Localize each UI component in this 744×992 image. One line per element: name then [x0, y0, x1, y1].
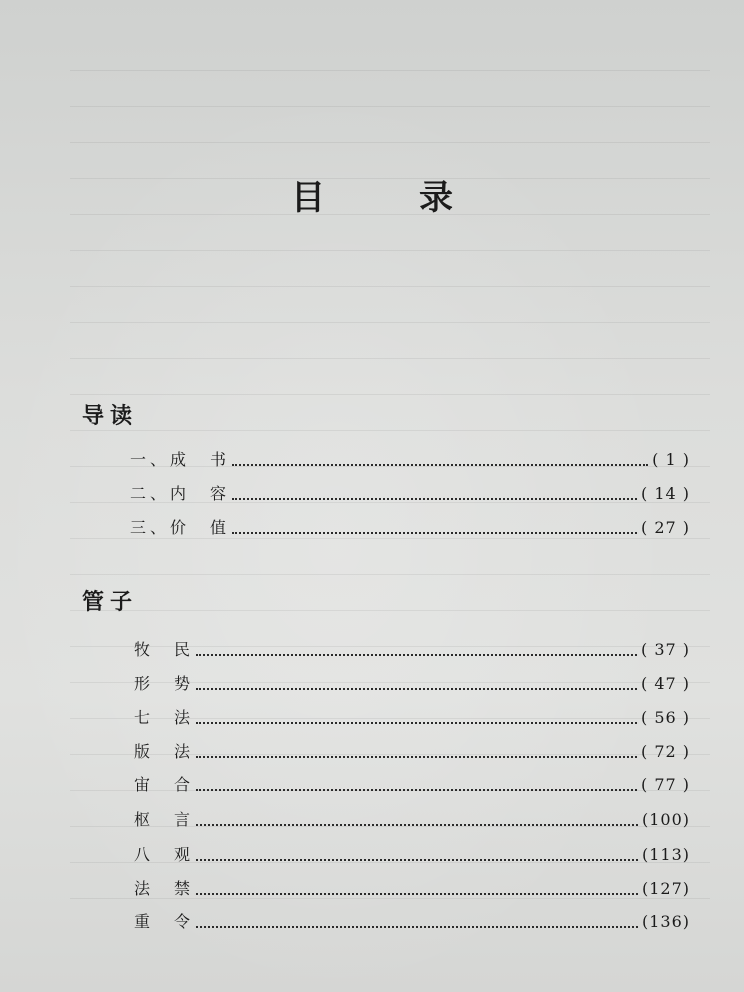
- toc-entry: [134, 875, 690, 899]
- toc-entry-page: ( 77 ): [640, 775, 690, 794]
- dot-leader: [196, 926, 638, 928]
- toc-entry: [134, 670, 690, 694]
- section-heading-guanzi: 管子: [82, 589, 139, 615]
- toc-entry-label: 八 观: [134, 845, 195, 864]
- toc-entry-page: (113): [641, 845, 690, 864]
- dot-leader: [196, 824, 638, 826]
- toc-entry-page: ( 37 ): [640, 640, 690, 659]
- section-heading-daodu: 导读: [82, 403, 139, 429]
- toc-entry: [130, 446, 690, 470]
- toc-entry-label: 重 令: [134, 912, 195, 931]
- toc-entry-label: 三、价 值: [130, 518, 231, 537]
- dot-leader: [196, 789, 637, 791]
- toc-entry-page: ( 1 ): [652, 450, 690, 469]
- dot-leader: [196, 893, 638, 895]
- dot-leader: [196, 859, 638, 861]
- dot-leader: [196, 722, 637, 724]
- toc-entry-page: (100): [641, 810, 690, 829]
- toc-entry: [134, 636, 690, 660]
- dot-leader: [196, 688, 637, 690]
- toc-entry: [134, 738, 690, 762]
- toc-entry-page: ( 47 ): [640, 674, 690, 693]
- toc-entry-label: 牧 民: [134, 640, 195, 659]
- toc-entry: [130, 480, 690, 504]
- toc-entry-label: 法 禁: [134, 879, 195, 898]
- toc-entry-label: 形 势: [134, 674, 195, 693]
- toc-entry: [134, 841, 690, 865]
- toc-entry-label: 二、内 容: [130, 484, 231, 503]
- toc-entry-page: ( 14 ): [640, 484, 690, 503]
- toc-entry: [134, 806, 690, 830]
- toc-entry: [134, 771, 690, 795]
- toc-entry-page: (136): [641, 912, 690, 931]
- dot-leader: [232, 464, 648, 466]
- toc-entry-label: 枢 言: [134, 810, 195, 829]
- toc-entry-page: ( 56 ): [640, 708, 690, 727]
- page-title: 目 录: [291, 178, 483, 218]
- toc-entry-label: 七 法: [134, 708, 195, 727]
- toc-entry-label: 一、成 书: [130, 450, 231, 469]
- toc-entry-label: 版 法: [134, 742, 195, 761]
- toc-entry: [130, 514, 690, 538]
- dot-leader: [196, 756, 637, 758]
- dot-leader: [232, 532, 637, 534]
- toc-entry-label: 宙 合: [134, 775, 195, 794]
- toc-entry-page: ( 72 ): [640, 742, 690, 761]
- toc-entry-page: ( 27 ): [640, 518, 690, 537]
- dot-leader: [232, 498, 637, 500]
- toc-entry: [134, 704, 690, 728]
- dot-leader: [196, 654, 637, 656]
- toc-entry: [134, 908, 690, 932]
- toc-entry-page: (127): [641, 879, 690, 898]
